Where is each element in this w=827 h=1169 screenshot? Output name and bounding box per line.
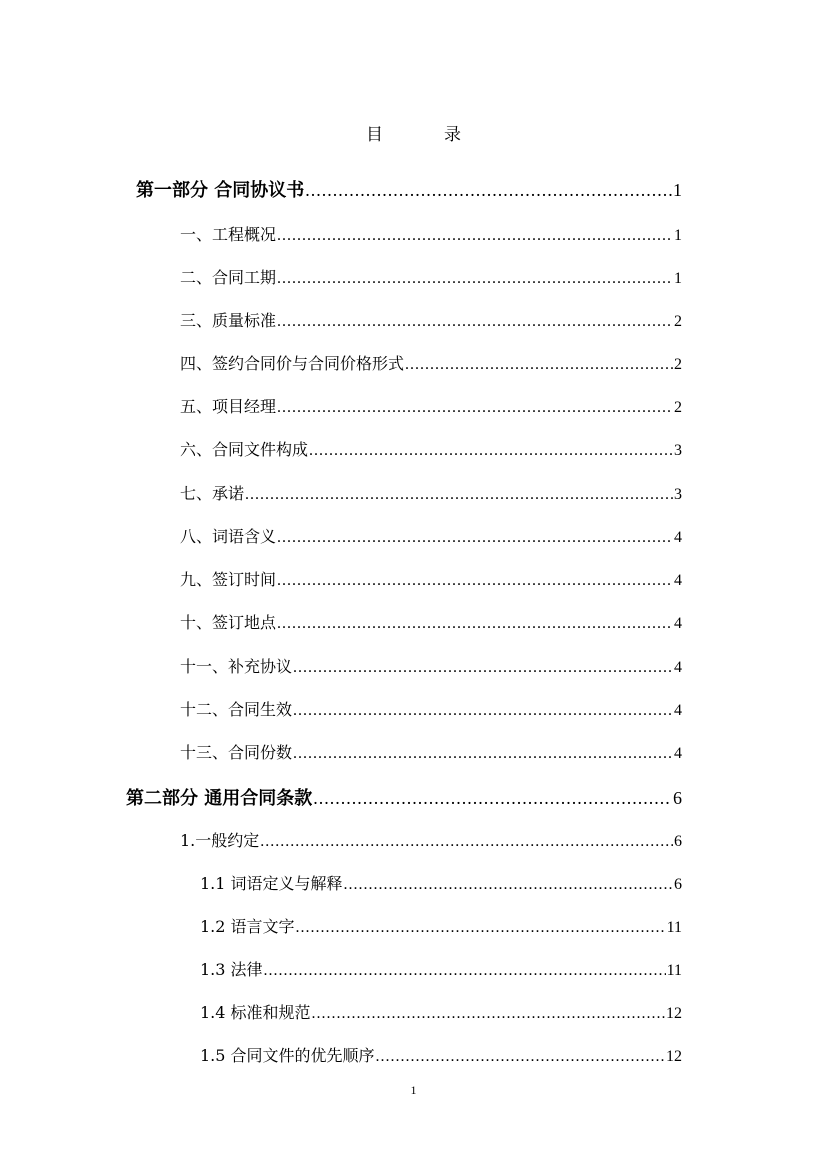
toc-entry-label: 1.2 语言文字 [200, 917, 295, 936]
toc-leader-dots [277, 615, 673, 633]
toc-entry-label: 一、工程概况 [180, 225, 277, 244]
toc-entry-page: 3 [674, 442, 682, 459]
toc-entry-page: 4 [674, 745, 682, 762]
toc-leader-dots [296, 919, 666, 937]
toc-leader-dots [277, 529, 673, 547]
toc-entry[interactable] [180, 437, 682, 460]
toc-entry-page: 2 [674, 356, 682, 373]
toc-entry-page: 6 [674, 833, 682, 850]
toc-entry-page: 4 [674, 529, 682, 546]
toc-entry-page: 11 [666, 919, 682, 936]
toc-leader-dots [264, 962, 666, 980]
toc-leader-dots [293, 745, 673, 763]
toc-entry-label: 八、词语含义 [180, 527, 277, 546]
toc-leader-dots [245, 486, 673, 504]
toc-entry[interactable] [180, 222, 682, 245]
toc-entry-label: 七、承诺 [180, 484, 245, 503]
toc-entry[interactable] [180, 394, 682, 417]
toc-entry-page: 1 [674, 227, 682, 244]
toc-entry[interactable] [180, 481, 682, 504]
toc-entry-label: 1.4 标准和规范 [200, 1003, 311, 1022]
toc-entry-label: 十二、合同生效 [180, 700, 293, 719]
toc-entry[interactable] [180, 697, 682, 720]
toc-entry-page: 4 [674, 702, 682, 719]
toc-entry-label: 1.3 法律 [200, 960, 263, 979]
toc-entry-label: 十一、补充协议 [180, 657, 293, 676]
toc-entry-label: 1.5 合同文件的优先顺序 [200, 1046, 375, 1065]
toc-entry[interactable] [200, 1043, 682, 1066]
toc-leader-dots [293, 659, 673, 677]
toc-entry-part1[interactable] [136, 176, 682, 202]
toc-entry[interactable] [180, 610, 682, 633]
toc-leader-dots [260, 833, 673, 851]
toc-entry[interactable] [180, 265, 682, 288]
toc-entry-label: 1.一般约定 [180, 831, 260, 850]
toc-entry-label: 第一部分 合同协议书 [136, 180, 305, 201]
toc-leader-dots [277, 399, 673, 417]
toc-leader-dots [405, 356, 673, 374]
toc-entry[interactable] [200, 1000, 682, 1023]
toc-entry-page: 4 [674, 572, 682, 589]
toc-title: 目 录 [366, 125, 483, 145]
toc-entry[interactable] [180, 524, 682, 547]
toc-entry-page: 6 [674, 876, 682, 893]
toc-leader-dots [312, 1005, 665, 1023]
toc-entry-label: 九、签订时间 [180, 570, 277, 589]
toc-entry-label: 1.1 词语定义与解释 [200, 874, 343, 893]
toc-entry-page: 4 [674, 659, 682, 676]
toc-entry-page: 11 [666, 962, 682, 979]
toc-entry-label: 二、合同工期 [180, 268, 277, 287]
toc-entry-page: 12 [666, 1005, 682, 1022]
toc-entry-part2[interactable] [126, 784, 682, 810]
toc-entry[interactable] [180, 828, 682, 851]
toc-entry-label: 五、项目经理 [180, 397, 277, 416]
toc-leader-dots [277, 572, 673, 590]
toc-leader-dots [277, 313, 673, 331]
toc-entry-label: 三、质量标准 [180, 311, 277, 330]
toc-entry-page: 3 [674, 486, 682, 503]
toc-entry-label: 第二部分 通用合同条款 [126, 788, 313, 809]
toc-entry[interactable] [200, 914, 682, 937]
toc-entry[interactable] [180, 654, 682, 677]
toc-entry-page: 6 [673, 788, 682, 808]
toc-leader-dots [293, 702, 673, 720]
toc-leader-dots [344, 876, 673, 894]
toc-entry[interactable] [180, 308, 682, 331]
toc-entry-label: 六、合同文件构成 [180, 440, 309, 459]
toc-entry[interactable] [180, 740, 682, 763]
toc-leader-dots [277, 227, 673, 245]
toc-entry-label: 十、签订地点 [180, 613, 277, 632]
toc-entry[interactable] [180, 567, 682, 590]
toc-leader-dots [313, 788, 672, 809]
toc-entry-label: 十三、合同份数 [180, 743, 293, 762]
toc-leader-dots [376, 1048, 665, 1066]
toc-entry-page: 1 [673, 180, 682, 200]
toc-entry-page: 2 [674, 399, 682, 416]
toc-entry[interactable] [200, 957, 682, 980]
toc-entry-page: 12 [666, 1048, 682, 1065]
toc-entry-page: 2 [674, 313, 682, 330]
toc-entry-page: 1 [674, 270, 682, 287]
toc-entry-page: 4 [674, 615, 682, 632]
toc-leader-dots [277, 270, 673, 288]
page-number: 1 [410, 1083, 417, 1097]
toc-leader-dots [305, 180, 672, 201]
toc-entry-label: 四、签约合同价与合同价格形式 [180, 354, 405, 373]
toc-entry[interactable] [200, 871, 682, 894]
toc-entry[interactable] [180, 351, 682, 374]
toc-leader-dots [309, 442, 673, 460]
